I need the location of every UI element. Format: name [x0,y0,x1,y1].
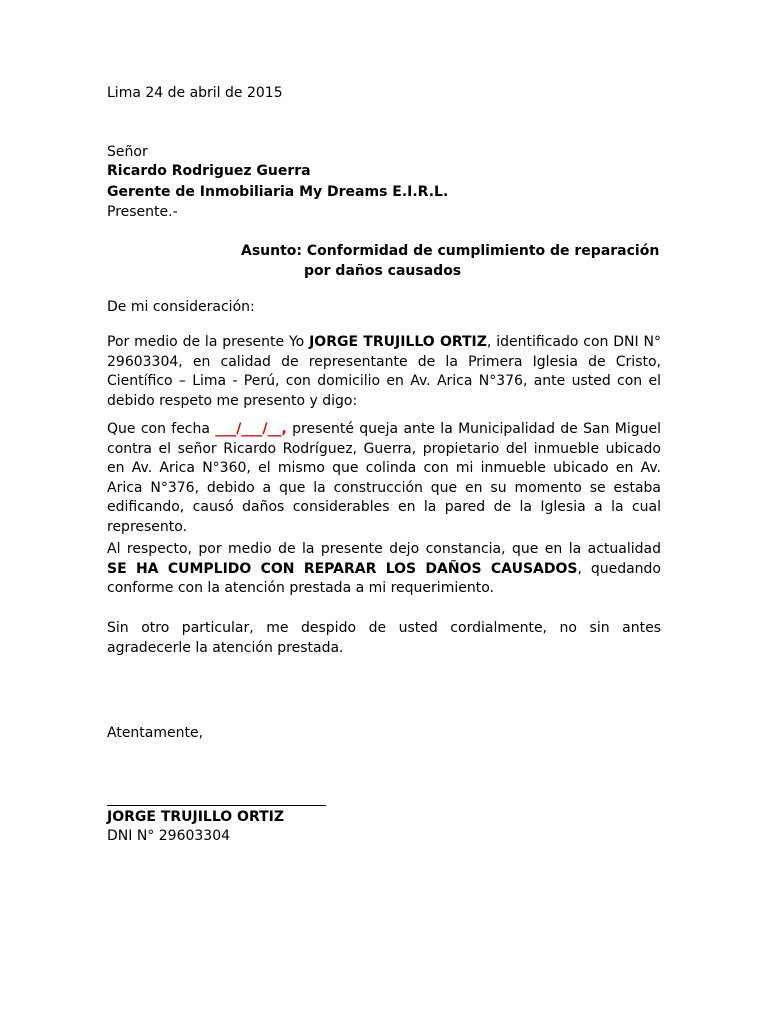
subject-line-1 [241,242,659,261]
recipient-name: Ricardo Rodriguez Guerra [107,163,311,179]
paragraph-2-text-b: presenté queja ante la Municipalidad de San Miguel contra el señor Ricardo Rodríguez, Guerra, propietario del inmueble ubicado en Av. Arica N°360, el mismo que colinda con mi inmueble ubicado en Av. Arica N°376, debido a que la construcción que en su momento se estaba edificando, causó daños considerables en la pared de la Iglesia a la cual represento. [107,421,661,535]
recipient-position: Gerente de Inmobiliaria My Dreams E.I.R.L. [107,184,449,200]
paragraph-3-text-a: Al respecto, por medio de la presente dejo constancia, que en la actualidad [107,541,661,557]
paragraph-1 [107,333,661,411]
subject-label: Asunto: [241,243,303,259]
subject-text-1: Conformidad de cumplimiento de reparación [306,243,660,259]
signature-name: JORGE TRUJILLO ORTIZ [107,809,285,825]
paragraph-4: Sin otro particular, me despido de usted cordialmente, no sin antes agradecerle la atención prestada. [107,620,661,656]
closing: Atentamente, [107,725,204,741]
paragraph-3-text-b: , quedando conforme con la atención prestada a mi requerimiento. [107,560,661,596]
paragraph-1-text-b: , identificado con DNI N° 29603304, en calidad de representante de la Primera Iglesia de Cristo, Científico – Lima - Perú, con domicilio en Av. Arica N°376, ante usted con el debido respeto me presento y digo: [107,334,661,409]
recipient-salutation: Señor [107,144,148,160]
greeting: De mi consideración: [107,299,255,315]
signature-dni: DNI N° 29603304 [107,828,231,844]
paragraph-3 [107,540,661,599]
sender-name-inline: JORGE TRUJILLO ORTIZ [309,334,487,350]
date-blank: ___/___/__, [215,421,287,437]
paragraph-2 [107,420,661,537]
subject-line-2: por daños causados [304,263,462,279]
paragraph-1-text-a: Por medio de la presente Yo [107,334,310,350]
compliance-emphasis: SE HA CUMPLIDO CON REPARAR LOS DAÑOS CAUSADOS [107,560,578,577]
date-line: Lima 24 de abril de 2015 [107,85,283,101]
paragraph-2-text-a: Que con fecha [107,421,216,437]
signature-line [107,805,326,806]
recipient-presente: Presente.- [107,204,178,220]
